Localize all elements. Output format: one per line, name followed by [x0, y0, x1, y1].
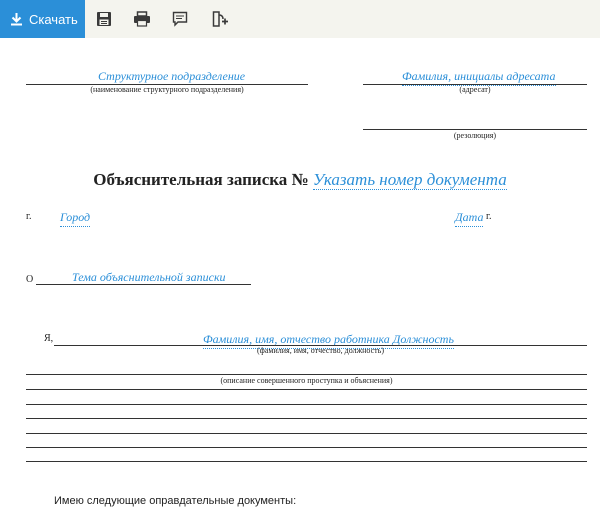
download-arrow-icon [10, 12, 23, 26]
description-line [26, 374, 587, 375]
description-line [26, 418, 587, 419]
description-line [26, 461, 587, 462]
download-button[interactable] [0, 0, 85, 38]
statement-prefix: Я, [44, 333, 54, 344]
description-line [26, 389, 587, 390]
city-field[interactable]: Город [60, 210, 90, 227]
city-prefix: г. [26, 211, 32, 222]
comment-icon[interactable] [170, 9, 190, 29]
employee-field[interactable]: Фамилия, имя, отчество работника Должность [203, 332, 454, 349]
department-field[interactable]: Структурное подразделение [98, 69, 246, 83]
subject-prefix: О [26, 274, 34, 285]
add-document-icon[interactable] [210, 9, 230, 29]
addressee-field[interactable]: Фамилия, инициалы адресата [402, 69, 556, 86]
toolbar [0, 0, 600, 38]
date-suffix: г. [486, 211, 492, 222]
save-icon[interactable] [94, 9, 114, 29]
description-line [26, 404, 587, 405]
addressee-hint: (адресат) [459, 85, 491, 94]
subject-field[interactable]: Тема объяснительной записки [72, 270, 226, 284]
description-line [26, 433, 587, 434]
document-title [0, 170, 600, 190]
documents-statement: Имею следующие оправдательные документы: [54, 495, 297, 507]
description-hint: (описание совершенного проступка и объяснения) [220, 376, 393, 385]
title-text: Объяснительная записка № [93, 170, 309, 189]
document-page [0, 38, 600, 521]
document-number-field[interactable]: Указать номер документа [312, 170, 507, 189]
subject-line [36, 284, 251, 285]
employee-hint: (фамилия, имя, отчество, должность) [257, 346, 384, 355]
description-line [26, 447, 587, 448]
date-field[interactable]: Дата [455, 210, 483, 227]
department-hint: (наименование структурного подразделения) [90, 85, 244, 94]
download-label: Скачать [29, 11, 78, 27]
print-icon[interactable] [132, 9, 152, 29]
resolution-line [363, 129, 587, 130]
resolution-hint: (резолюция) [453, 131, 497, 140]
